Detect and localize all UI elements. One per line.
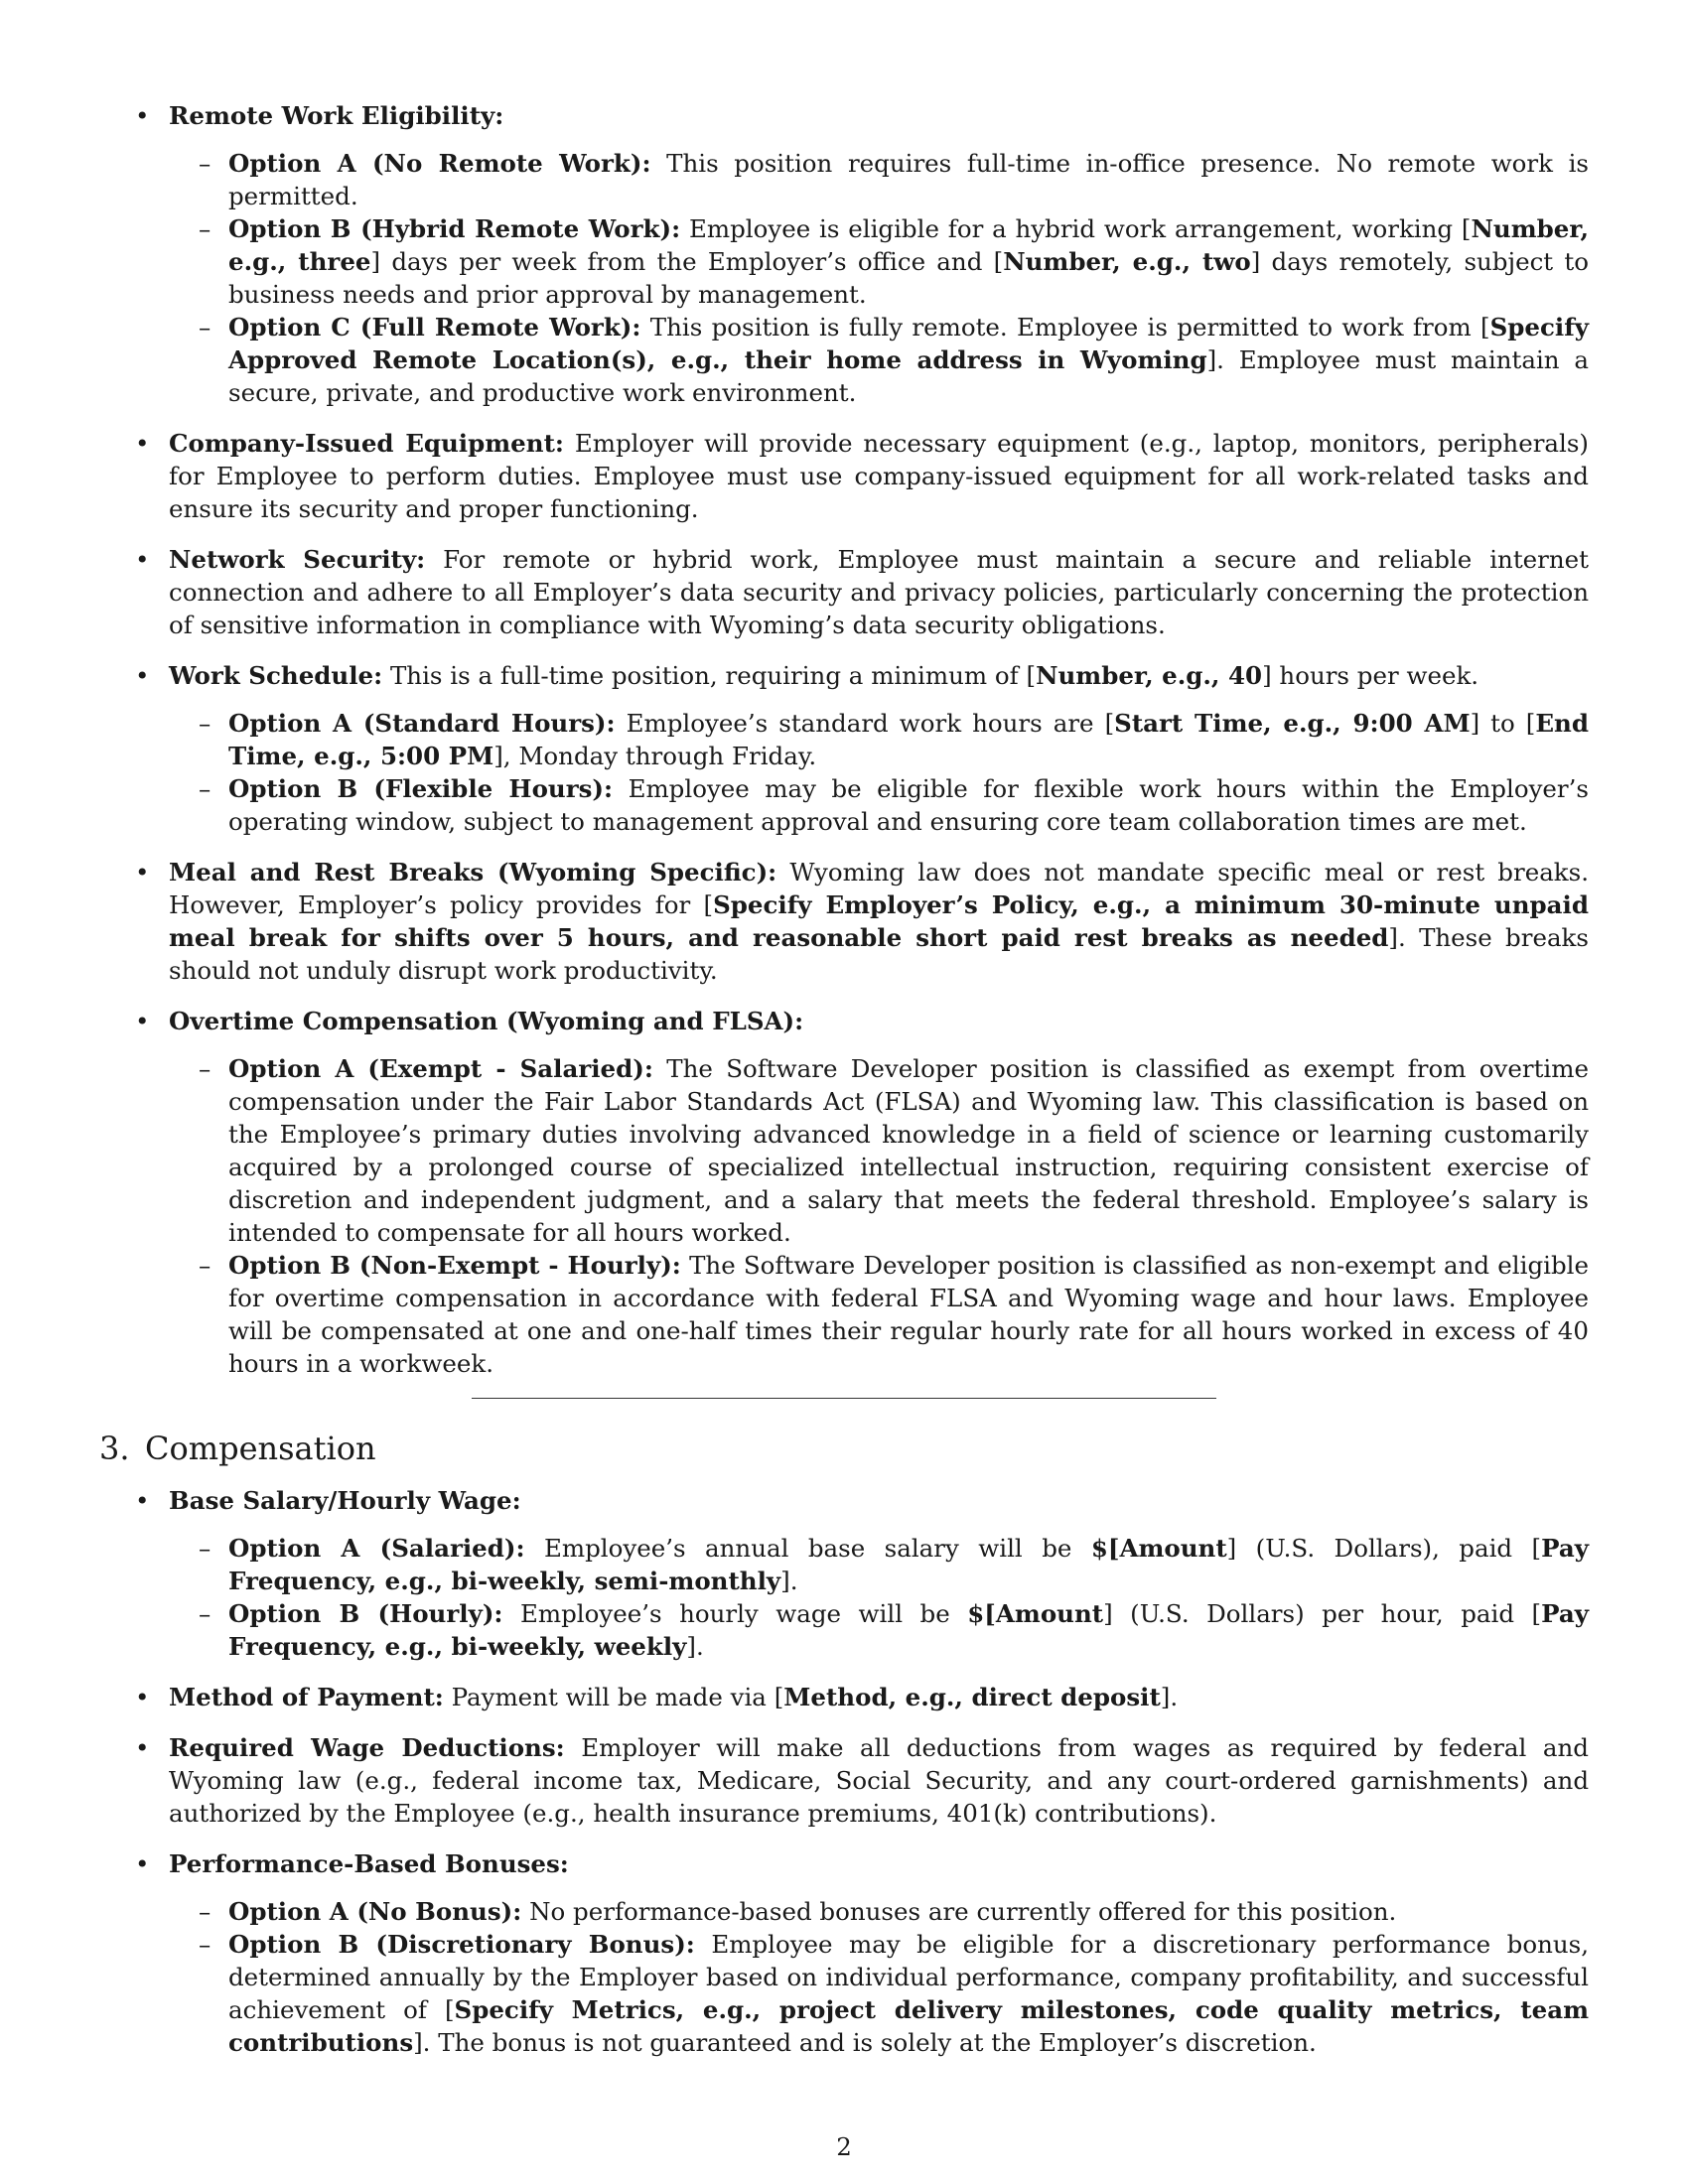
breaks-item [99, 856, 1589, 987]
option-label: Option A (Salaried): [228, 1534, 525, 1563]
option-label: Option C (Full Remote Work): [228, 313, 641, 341]
section-title-text: Compensation [145, 1430, 376, 1467]
network-security-item [99, 543, 1589, 641]
option-label: Option B (Non-Exempt - Hourly): [228, 1251, 681, 1280]
option-text: ] days remotely, subject to business needs and prior approval by management. [228, 247, 1589, 309]
placeholder-field: Number, e.g., two [1003, 247, 1251, 276]
item-label: Required Wage Deductions: [169, 1733, 565, 1762]
option-text: ]. [780, 1567, 798, 1595]
section-3-list [99, 1484, 1589, 2059]
bonus-option-b [169, 1928, 1589, 2059]
item-text: ]. These breaks should not unduly disrupt work productivity. [169, 923, 1589, 985]
placeholder-field: Number, e.g., three [228, 214, 1589, 276]
section-3-title [99, 1429, 1589, 1468]
work-schedule-item [99, 659, 1589, 838]
option-label: Option B (Hybrid Remote Work): [228, 214, 681, 243]
option-text: Employee is eligible for a hybrid work arrangement, working [ [688, 214, 1472, 243]
option-text: ] (U.S. Dollars), paid [ [1226, 1534, 1542, 1563]
base-salary-heading: Base Salary/Hourly Wage: [169, 1486, 521, 1515]
item-text: ]. [1160, 1683, 1179, 1711]
option-text: Employee’s annual base salary will be [544, 1534, 1091, 1563]
overtime-heading: Overtime Compensation (Wyoming and FLSA): [169, 1007, 804, 1035]
option-text: ], Monday through Friday. [493, 742, 817, 770]
schedule-option-a [169, 707, 1589, 772]
payment-method-item [99, 1681, 1589, 1713]
overtime-options [169, 1052, 1589, 1380]
item-label: Meal and Rest Breaks (Wyoming Specific): [169, 858, 777, 887]
page-content [99, 99, 1589, 2077]
option-text: ]. Employee must maintain a secure, private, and productive work environment. [228, 345, 1589, 407]
page-number: 2 [836, 2132, 852, 2161]
placeholder-field: Pay Frequency, e.g., bi-weekly, weekly [228, 1599, 1589, 1661]
item-label: Company-Issued Equipment: [169, 429, 564, 458]
option-text: This position is fully remote. Employee is permitted to work from [ [649, 313, 1490, 341]
option-label: Option A (Standard Hours): [228, 709, 616, 738]
bonus-item [99, 1847, 1589, 2059]
bonus-option-a [169, 1895, 1589, 1928]
option-text: ]. The bonus is not guaranteed and is solely at the Employer’s discretion. [413, 2028, 1317, 2057]
option-text: ] to [ [1470, 709, 1536, 738]
option-text: This position requires full-time in-office presence. No remote work is permitted. [228, 149, 1590, 210]
option-label: Option A (Exempt - Salaried): [228, 1054, 653, 1083]
item-label: Network Security: [169, 545, 426, 574]
item-text: Employer will provide necessary equipment (e.g., laptop, monitors, peripherals) for Employee to perform duties. Employee must use company-issued equipment for all work-related tasks and ensure its security and proper functioning. [169, 429, 1589, 523]
bonus-heading: Performance-Based Bonuses: [169, 1849, 569, 1878]
remote-work-options [169, 147, 1589, 409]
bonus-options [169, 1895, 1589, 2059]
item-label: Method of Payment: [169, 1683, 444, 1711]
schedule-option-b [169, 772, 1589, 838]
salary-options [169, 1532, 1589, 1663]
base-salary-item [99, 1484, 1589, 1663]
salary-option-b [169, 1597, 1589, 1663]
option-text: Employee may be eligible for flexible work hours within the Employer’s operating window, subject to management approval and ensuring core team collaboration times are met. [228, 774, 1589, 836]
item-text: Payment will be made via [ [451, 1683, 784, 1711]
option-label: Option A (No Bonus): [228, 1897, 522, 1926]
remote-option-b [169, 212, 1589, 311]
placeholder-field: Pay Frequency, e.g., bi-weekly, semi-monthly [228, 1534, 1589, 1595]
overtime-option-a [169, 1052, 1589, 1249]
placeholder-field: $[Amount [1090, 1534, 1227, 1563]
option-label: Option A (No Remote Work): [228, 149, 651, 178]
item-text: Wyoming law does not mandate specific meal or rest breaks. However, Employer’s policy provides for [ [169, 858, 1590, 919]
option-text: The Software Developer position is classified as non-exempt and eligible for overtime compensation in accordance with federal FLSA and Wyoming wage and hour laws. Employee will be compensated at one and one-half times their regular hourly rate for all hours worked in excess of 40 hours in a workweek. [228, 1251, 1589, 1378]
placeholder-field: Number, e.g., 40 [1036, 661, 1263, 690]
remote-work-item [99, 99, 1589, 409]
option-text: Employee’s standard work hours are [ [626, 709, 1115, 738]
item-text: ] hours per week. [1262, 661, 1479, 690]
section-2-list [99, 99, 1589, 1380]
overtime-item [99, 1005, 1589, 1380]
equipment-item [99, 427, 1589, 525]
placeholder-field: $[Amount [967, 1599, 1104, 1628]
placeholder-field: Specify Employer’s Policy, e.g., a minimum 30-minute unpaid meal break for shifts over 5 hours, and reasonable short paid rest breaks as needed [169, 890, 1589, 952]
remote-work-heading: Remote Work Eligibility: [169, 101, 504, 130]
deductions-item [99, 1731, 1589, 1830]
placeholder-field: End Time, e.g., 5:00 PM [228, 709, 1589, 770]
placeholder-field: Method, e.g., direct deposit [783, 1683, 1161, 1711]
option-label: Option B (Discretionary Bonus): [228, 1930, 695, 1959]
option-text: ]. [686, 1632, 704, 1661]
placeholder-field: Specify Metrics, e.g., project delivery milestones, code quality metrics, team contributions [228, 1995, 1589, 2057]
horizontal-rule [472, 1398, 1216, 1399]
item-label: Work Schedule: [169, 661, 383, 690]
item-text: For remote or hybrid work, Employee must maintain a secure and reliable internet connection and adhere to all Employer’s data security and privacy policies, particularly concerning the protection of sensitive information in compliance with Wyoming’s data security obligations. [169, 545, 1589, 639]
option-text: ] (U.S. Dollars) per hour, paid [ [1103, 1599, 1542, 1628]
option-text: ] days per week from the Employer’s office and [ [370, 247, 1004, 276]
overtime-option-b [169, 1249, 1589, 1380]
option-text: The Software Developer position is classified as exempt from overtime compensation under the Fair Labor Standards Act (FLSA) and Wyoming law. This classification is based on the Employee’s primary duties involving advanced knowledge in a field of science or learning customarily acquired by a prolonged course of specialized intellectual instruction, requiring consistent exercise of discretion and independent judgment, and a salary that meets the federal threshold. Employee’s salary is intended to compensate for all hours worked. [228, 1054, 1589, 1247]
placeholder-field: Specify Approved Remote Location(s), e.g., their home address in Wyoming [228, 313, 1589, 374]
option-label: Option B (Flexible Hours): [228, 774, 614, 803]
option-text: Employee’s hourly wage will be [519, 1599, 968, 1628]
option-label: Option B (Hourly): [228, 1599, 503, 1628]
placeholder-field: Start Time, e.g., 9:00 AM [1114, 709, 1471, 738]
salary-option-a [169, 1532, 1589, 1597]
remote-option-c [169, 311, 1589, 409]
remote-option-a [169, 147, 1589, 212]
option-text: No performance-based bonuses are currently offered for this position. [529, 1897, 1397, 1926]
item-text: This is a full-time position, requiring a minimum of [ [389, 661, 1037, 690]
section-number: 3. [99, 1430, 130, 1467]
item-text: Employer will make all deductions from wages as required by federal and Wyoming law (e.g., federal income tax, Medicare, Social Security, and any court-ordered garnishments) and authorized by the Employee (e.g., health insurance premiums, 401(k) contributions). [169, 1733, 1589, 1828]
option-text: Employee may be eligible for a discretionary performance bonus, determined annually by the Employer based on individual performance, company profitability, and successful achievement of [ [228, 1930, 1589, 2024]
schedule-options [169, 707, 1589, 838]
